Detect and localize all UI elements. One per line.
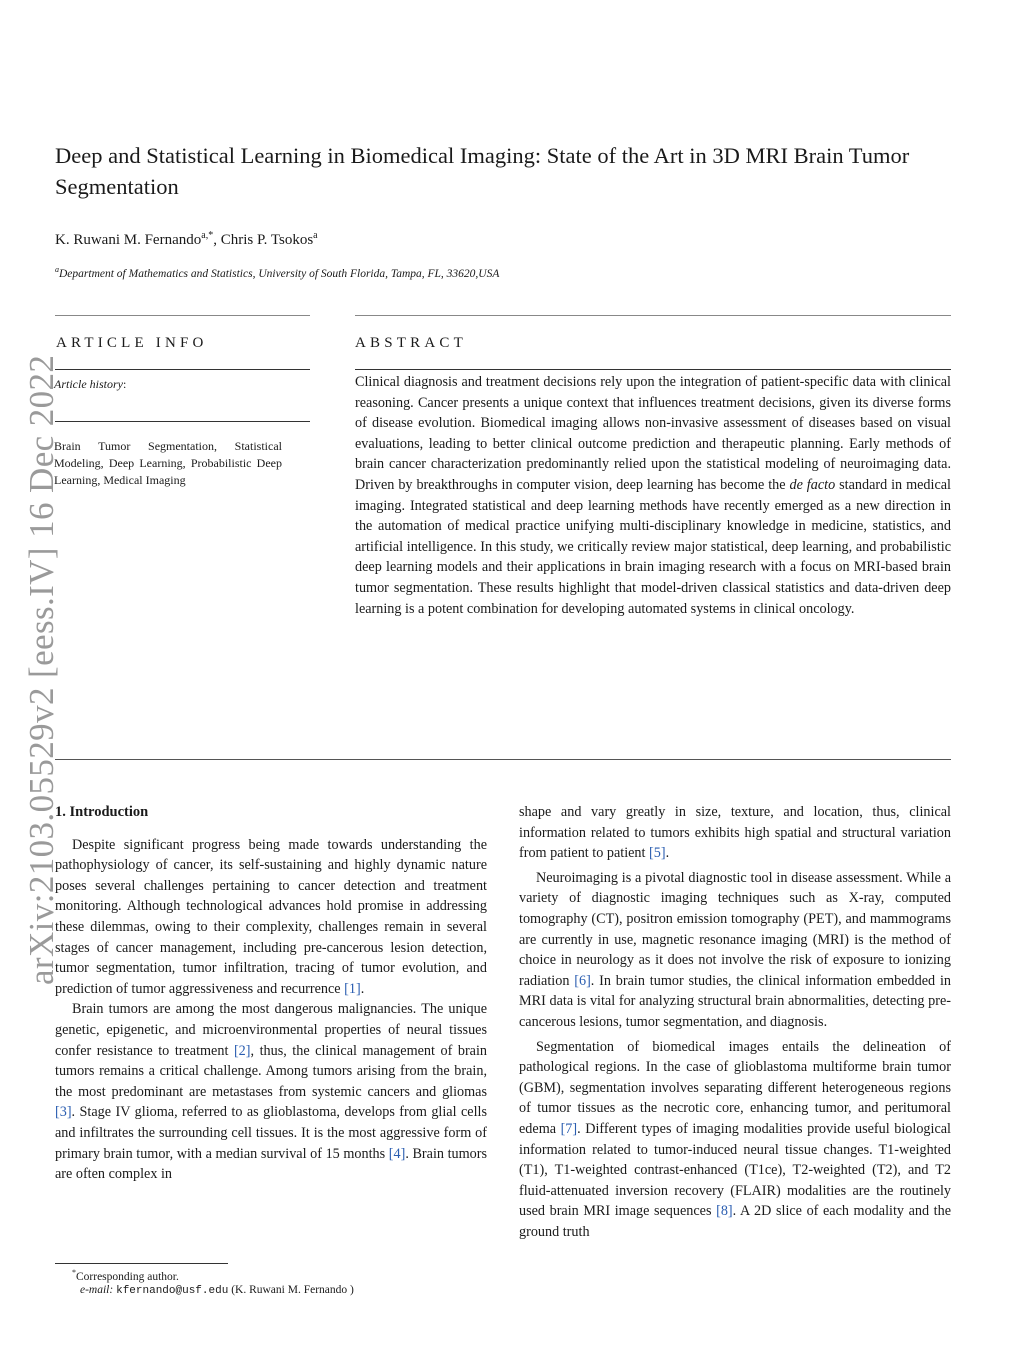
citation-link[interactable]: [6]: [574, 972, 591, 989]
author-affil-mark: a,*: [201, 230, 214, 241]
divider: [355, 315, 951, 316]
footnote-corresponding: [72, 1268, 179, 1283]
divider: [55, 369, 310, 370]
divider: [355, 369, 951, 370]
body-column-left: [55, 802, 487, 1185]
text-run: . Brain tumors are often complex in: [55, 1145, 488, 1183]
author-name: Chris P. Tsokos: [220, 232, 314, 248]
citation-link[interactable]: [4]: [388, 1145, 406, 1162]
text-run: Neuroimaging is a pivotal diagnostic tool in disease assessment. While a variety of diagnostic imaging techniques such as X-ray, computed tomography (CT), positron emission tomography (PET), and mammograms are currently in use, magnetic resonance imaging (MRI) is the method of choice in neurology as it does not involve the risk of exposure to ionizing radiation: [519, 869, 951, 989]
abstract-italic: de facto: [789, 476, 836, 493]
author-affil-mark: a: [313, 230, 318, 241]
citation-link[interactable]: [8]: [716, 1203, 733, 1220]
text-run: shape and vary greatly in size, texture, and location, thus, clinical information related to tumors exhibits high spatial and structural variation from patient to patient: [519, 804, 951, 862]
text-run: . In brain tumor studies, the clinical information embedded in MRI data is vital for analyzing structural brain abnormalities, detecting pre-cancerous lesions, tumor segmentation, and diagnosis.: [519, 972, 951, 1030]
email-owner: (K. Ruwani M. Fernando ): [231, 1284, 354, 1296]
affiliation-mark: a: [55, 265, 59, 274]
text-run: , thus, the clinical management of brain tumors remains a critical challenge. Among tumors arising from the brain, the most predominant are metastases from systemic cancers and gliomas: [55, 1042, 487, 1100]
divider: [55, 759, 951, 760]
footnote-email: [80, 1284, 354, 1297]
citation-link[interactable]: [2]: [233, 1042, 251, 1059]
email-link[interactable]: kfernando@usf.edu: [116, 1285, 229, 1297]
paper-title: Deep and Statistical Learning in Biomedical Imaging: State of the Art in 3D MRI Brain Tumor Segmentation: [55, 143, 910, 199]
text-run: Segmentation of biomedical images entails the delineation of pathological regions. In the case of glioblastoma multiforme brain tumor (GBM), segmentation involves separating different heterogeneous regions of tumor tissues as the necrotic core, enhancing tumor, and peritumoral edema: [519, 1038, 951, 1137]
citation-link[interactable]: [5]: [649, 845, 666, 862]
affiliation: [55, 265, 499, 280]
keywords: Brain Tumor Segmentation, Statistical Modeling, Deep Learning, Probabilistic Deep Learning, Medical Imaging: [54, 439, 282, 487]
footnote-text: Corresponding author.: [76, 1270, 179, 1283]
citation-link[interactable]: [1]: [344, 980, 361, 997]
article-history-label: Article history: [54, 377, 123, 391]
body-paragraph: [519, 1037, 951, 1243]
body-paragraph: [55, 835, 487, 1000]
email-label: e-mail:: [80, 1284, 114, 1296]
abstract-heading: ABSTRACT: [355, 335, 467, 351]
arxiv-identifier: arXiv:2103.05529v2 [eess.IV] 16 Dec 2022: [22, 354, 61, 985]
article-history-colon: :: [123, 377, 127, 391]
citation-link[interactable]: [7]: [560, 1120, 578, 1137]
article-info-heading: ARTICLE INFO: [56, 335, 208, 351]
body-column-right: [519, 802, 951, 1242]
abstract-text: [355, 372, 951, 619]
author-name: K. Ruwani M. Fernando: [55, 232, 202, 248]
body-paragraph: [55, 999, 487, 1184]
abstract-part: Clinical diagnosis and treatment decisions rely upon the integration of patient-specific data with clinical reasoning. Cancer presents a unique context that influences treatment decisions, given its diverse forms of disease evolution. Biomedical imaging allows non-invasive assessment of diseases based on visual evaluations, leading to better clinical outcome prediction and therapeutic planning. Early methods of brain cancer characterization predominantly relied upon the statistical modeling of neuroimaging data. Driven by breakthroughs in computer vision, deep learning has become the: [355, 374, 951, 493]
body-paragraph: [519, 802, 951, 864]
text-run: Brain tumors are among the most dangerous malignancies. The unique genetic, epigenetic, and microenvironmental properties of neural tissues confer resistance to treatment: [55, 1001, 487, 1059]
author-list: K. Ruwani M. Fernando$^{a,*}$, Chris P. Tsokos$^a$: [55, 230, 318, 248]
affiliation-text: Department of Mathematics and Statistics, University of South Florida, Tampa, FL, 33620,USA: [59, 267, 500, 280]
section-heading: 1. Introduction: [55, 804, 149, 820]
text-run: . Stage IV glioma, referred to as glioblastoma, develops from glial cells and infiltrates the surrounding cell tissues. It is the most aggressive form of primary brain tumor, with a median survival of 15 months: [55, 1104, 487, 1162]
text-run: .: [665, 845, 670, 862]
divider: [55, 315, 310, 316]
text-run: Despite significant progress being made towards understanding the pathophysiology of cancer, its self-sustaining and highly dynamic nature poses several challenges pertaining to cancer detection and treatment monitoring. Although technological advances hold promise in addressing these dilemmas, owing to their complexity, challenges remain in several stages of cancer management, including pre-cancerous lesion detection, tumor segmentation, tumor infiltration, tracing of tumor evolution, and prediction of tumor aggressiveness and recurrence: [55, 836, 487, 997]
text-run: . Different types of imaging modalities provide useful biological information related to tumor-induced neural tissue changes. T1-weighted (T1), T1-weighted contrast-enhanced (T1ce), T2-weighted (T2), and T2 fluid-attenuated inversion recovery (FLAIR) modalities are the routinely used brain MRI image sequences: [519, 1120, 951, 1220]
article-history: [54, 377, 126, 392]
text-run: . A 2D slice of each modality and the ground truth: [519, 1203, 951, 1240]
citation-link[interactable]: [3]: [55, 1104, 72, 1121]
body-paragraph: [519, 868, 951, 1033]
divider: [55, 421, 310, 422]
abstract-part: standard in medical imaging. Integrated statistical and deep learning methods have recently emerged as a new direction in the automation of medical practice unifying multi-disciplinary knowledge in medicine, statistics, and artificial intelligence. In this study, we critically review major statistical, deep learning, and probabilistic deep learning models and their applications in brain imaging research with a focus on MRI-based brain tumor segmentation. These results highlight that model-driven classical statistics and data-driven deep learning is a potent combination for developing automated systems in clinical oncology.: [355, 476, 951, 617]
footnote-divider: [55, 1263, 228, 1264]
footnote-mark: *: [72, 1268, 76, 1277]
text-run: .: [360, 980, 365, 997]
